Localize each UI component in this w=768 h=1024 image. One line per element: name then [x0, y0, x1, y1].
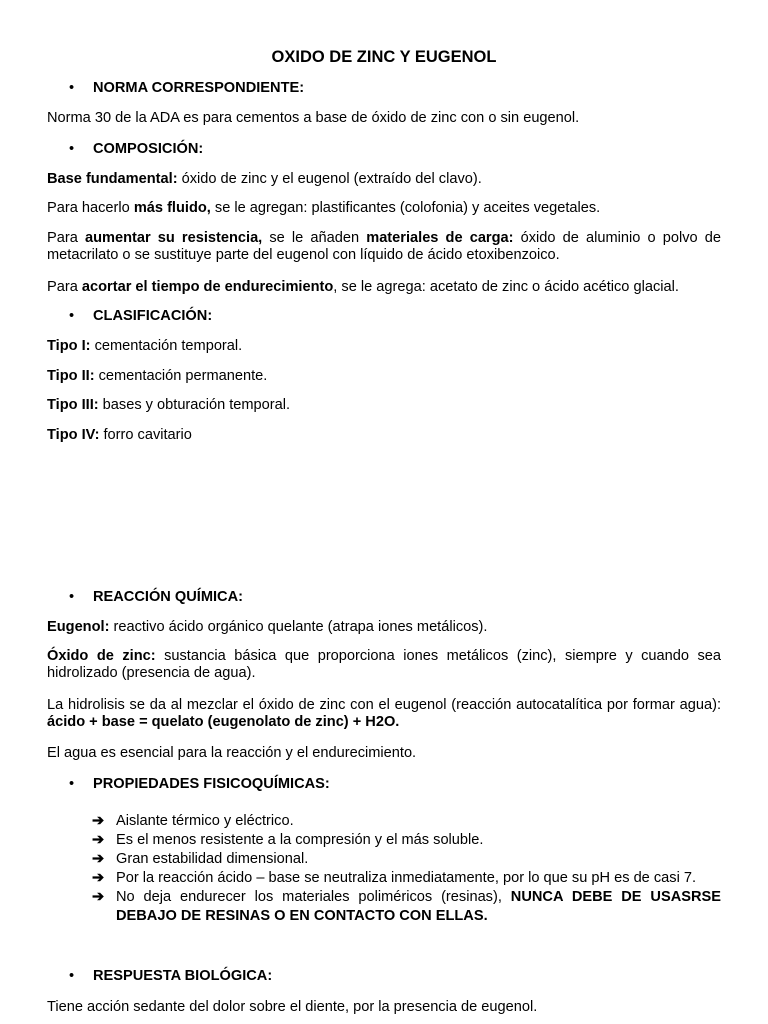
composicion-endurecimiento-paragraph	[47, 279, 721, 296]
heading-composicion-text: COMPOSICIÓN:	[93, 141, 204, 157]
bullet-icon: •	[69, 308, 75, 324]
base-text: óxido de zinc y el eugenol (extraído del clavo).	[177, 171, 482, 187]
tipo-text: cementación permanente.	[94, 368, 268, 384]
bullet-icon: •	[69, 776, 75, 792]
heading-norma-text: NORMA CORRESPONDIENTE:	[93, 80, 305, 96]
hidrolisis-text: La hidrolisis se da al mezclar el óxido de zinc con el eugenol (reacción autocatalítica por formar agua):	[47, 697, 721, 713]
heading-reaccion-text: REACCIÓN QUÍMICA:	[93, 589, 243, 605]
eugenol-paragraph	[47, 619, 721, 636]
arrow-icon: ➔	[92, 832, 105, 848]
list-item	[92, 888, 721, 926]
fluido-bold: más fluido,	[133, 200, 211, 216]
arrow-icon: ➔	[92, 851, 105, 867]
fluido-pre: Para hacerlo	[47, 200, 134, 216]
tipo-label: Tipo IV:	[47, 427, 100, 443]
fluido-post: se le agregan: plastificantes (colofonia) y aceites vegetales.	[210, 200, 601, 216]
tipo-label: Tipo II:	[47, 368, 95, 384]
warning-text: NUNCA DEBE DE USASRSE DEBAJO DE RESINAS O EN CONTACTO CON ELLAS.	[116, 889, 721, 924]
list-item	[92, 869, 721, 888]
list-item	[92, 831, 721, 850]
endurecimiento-pre: Para	[47, 279, 82, 295]
tipo-ii-line	[47, 368, 721, 385]
tipo-iv-line	[47, 427, 721, 444]
oxido-zinc-paragraph	[47, 648, 721, 682]
tipo-iii-line	[47, 397, 721, 414]
resistencia-post: óxido de aluminio o polvo de metacrilato o se sustituye parte del eugenol con líquido de ácido etoxibenzoico.	[47, 230, 721, 263]
list-item	[92, 812, 721, 831]
list-item-text: Es el menos resistente a la compresión y el más soluble.	[116, 832, 484, 848]
bullet-icon: •	[69, 589, 75, 605]
bullet-icon: •	[69, 80, 75, 96]
bullet-icon: •	[69, 141, 75, 157]
tipo-label: Tipo III:	[47, 397, 99, 413]
resistencia-bold: aumentar su resistencia,	[84, 230, 263, 246]
list-item-text: Gran estabilidad dimensional.	[116, 851, 309, 867]
eugenol-text: reactivo ácido orgánico quelante (atrapa iones metálicos).	[109, 619, 488, 635]
tipo-text: forro cavitario	[99, 427, 192, 443]
oxido-zinc-text: sustancia básica que proporciona iones metálicos (zinc), siempre y cuando sea hidrolizado (presencia de agua).	[47, 648, 721, 681]
tipo-i-line	[47, 338, 721, 355]
list-item-text: Aislante térmico y eléctrico.	[116, 813, 294, 829]
list-item-text: No deja endurecer los materiales poliméricos (resinas),	[116, 889, 511, 905]
respuesta-paragraph: Tiene acción sedante del dolor sobre el diente, por la presencia de eugenol.	[47, 999, 538, 1015]
arrow-icon: ➔	[92, 889, 105, 905]
hidrolisis-paragraph	[47, 697, 721, 731]
heading-respuesta-text: RESPUESTA BIOLÓGICA:	[93, 968, 273, 984]
heading-propiedades-text: PROPIEDADES FISICOQUÍMICAS:	[93, 776, 330, 792]
resistencia-pre: Para	[47, 230, 85, 246]
tipo-label: Tipo I:	[47, 338, 91, 354]
list-item-text: Por la reacción ácido – base se neutraliza inmediatamente, por lo que su pH es de casi 7.	[116, 870, 697, 886]
endurecimiento-bold: acortar el tiempo de endurecimiento	[81, 279, 334, 295]
base-label: Base fundamental:	[47, 171, 178, 187]
bullet-icon: •	[69, 968, 75, 984]
propiedades-list	[92, 812, 721, 926]
endurecimiento-post: , se le agrega: acetato de zinc o ácido acético glacial.	[333, 279, 679, 295]
norma-paragraph: Norma 30 de la ADA es para cementos a base de óxido de zinc con o sin eugenol.	[47, 110, 580, 126]
composicion-resistencia-paragraph	[47, 230, 721, 264]
materiales-carga-bold: materiales de carga:	[366, 230, 514, 246]
tipo-text: bases y obturación temporal.	[98, 397, 291, 413]
list-item	[92, 850, 721, 869]
composicion-fluido-paragraph	[47, 200, 721, 217]
tipo-text: cementación temporal.	[90, 338, 243, 354]
resistencia-mid: se le añaden	[262, 230, 367, 246]
agua-paragraph: El agua es esencial para la reacción y el endurecimiento.	[47, 745, 417, 761]
composicion-base-paragraph	[47, 171, 721, 188]
reaction-equation: ácido + base = quelato (eugenolato de zinc) + H2O.	[47, 714, 400, 730]
arrow-icon: ➔	[92, 813, 105, 829]
eugenol-label: Eugenol:	[47, 619, 110, 635]
arrow-icon: ➔	[92, 870, 105, 886]
heading-clasificacion-text: CLASIFICACIÓN:	[93, 308, 213, 324]
document-title: OXIDO DE ZINC Y EUGENOL	[271, 48, 497, 66]
oxido-zinc-label: Óxido de zinc:	[47, 648, 156, 664]
